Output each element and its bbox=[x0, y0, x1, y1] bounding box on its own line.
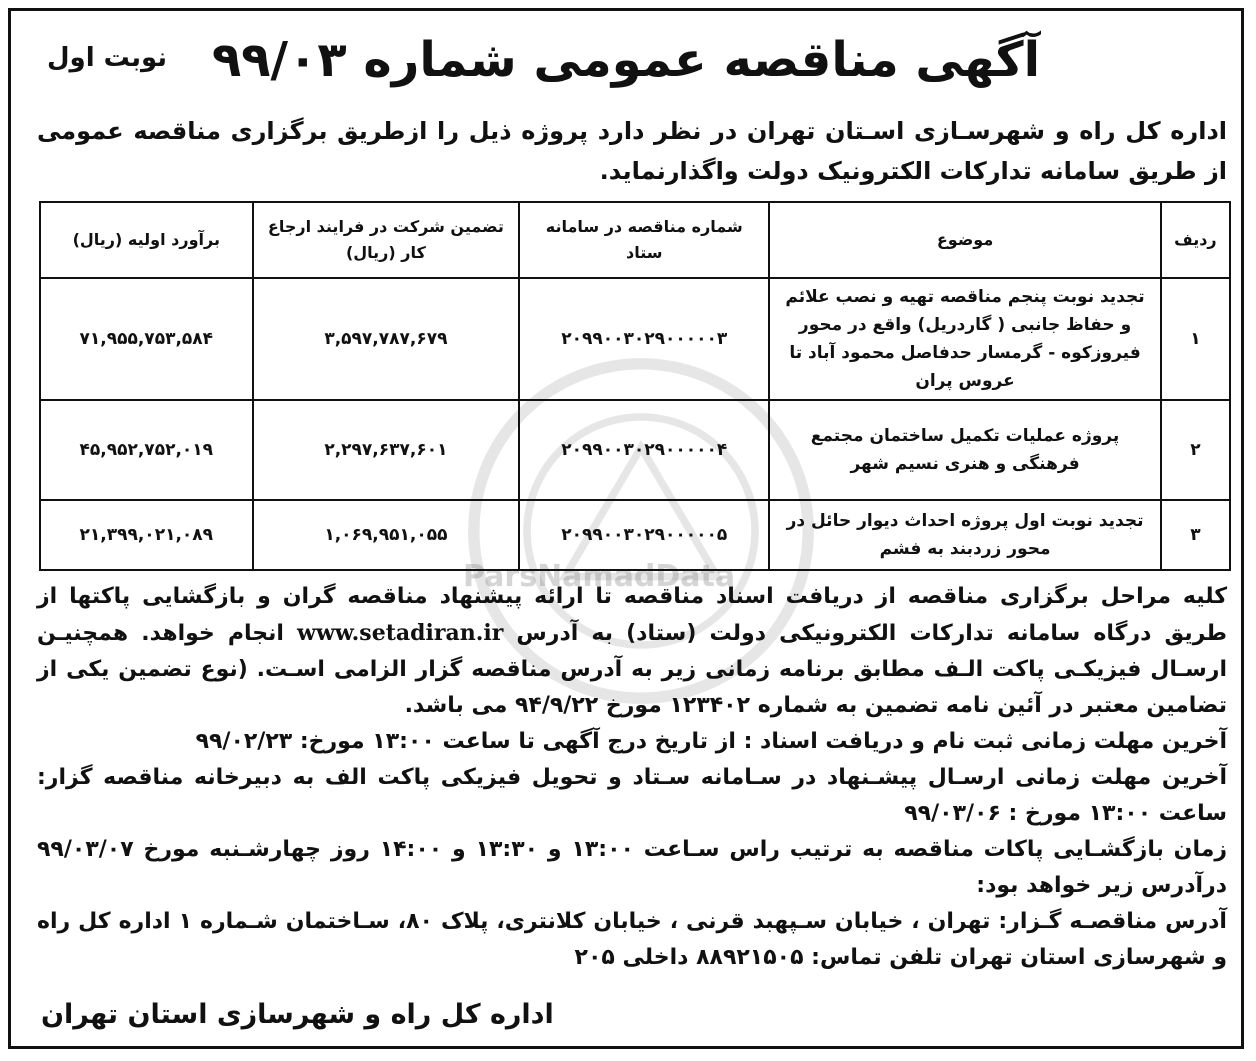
col-header-subject: موضوع bbox=[769, 202, 1161, 278]
cell-subject: تجدید نوبت پنجم مناقصه تهیه و نصب علائم و حفاظ جانبی ( گاردریل) واقع در محور فیروزکوه - گرمسار حدفاصل محمود آباد تا عروس پران bbox=[769, 278, 1161, 400]
cell-guarantee: ۳,۵۹۷,۷۸۷,۶۷۹ bbox=[253, 278, 520, 400]
procedure-text-a: کلیه مراحل برگزاری مناقصه از دریافت اسناد مناقصه تا ارائه پیشنهاد مناقصه گران و بازگشایی پاکتها از طریق درگاه سامانه تدارکات الکترونیکی دولت (ستاد) به آدرس bbox=[37, 584, 1227, 646]
tender-table bbox=[39, 201, 1231, 571]
table-row bbox=[40, 278, 1230, 400]
tenderer-address: آدرس مناقصـه گـزار: تهران ، خیابان سـپهبد قرنی ، خیابان کلانتری، پلاک ۸۰، سـاختمان شـماره ۱ اداره کل راه و شهرسازی استان تهران تلفن تماس: ۸۸۹۲۱۵۰۵ داخلی ۲۰۵ bbox=[37, 909, 1227, 970]
table-row bbox=[40, 400, 1230, 500]
issuer-signature: اداره کل راه و شهرسازی استان تهران bbox=[41, 999, 554, 1030]
cell-subject: پروژه عملیات تکمیل ساختمان مجتمع فرهنگی و هنری نسیم شهر bbox=[769, 400, 1161, 500]
cell-row: ۱ bbox=[1161, 278, 1230, 400]
intro-paragraph: اداره کل راه و شهرسـازی اسـتان تهران در نظر دارد پروژه ذیل را ازطریق برگزاری مناقصه عمومی از طریق سامانه تدارکات الکترونیک دولت واگذارنماید. bbox=[37, 117, 1227, 185]
col-header-tender-no: شماره مناقصه در سامانه ستاد bbox=[519, 202, 769, 278]
cell-tender-no: ۲۰۹۹۰۰۳۰۲۹۰۰۰۰۰۵ bbox=[519, 500, 769, 570]
notice-header bbox=[11, 29, 1241, 99]
col-header-estimate: برآورد اولیه (ریال) bbox=[40, 202, 253, 278]
registration-deadline: آخرین مهلت زمانی ثبت نام و دریافت اسناد : از تاریخ درج آگهی تا ساعت ۱۳:۰۰ مورخ: ۹۹/۰۲/۲۳ bbox=[195, 729, 1227, 754]
cell-estimate: ۴۵,۹۵۲,۷۵۲,۰۱۹ bbox=[40, 400, 253, 500]
notice-body bbox=[37, 579, 1227, 976]
setad-website-link[interactable]: www.setadiran.ir bbox=[297, 620, 504, 646]
notice-page bbox=[8, 8, 1244, 1049]
table-row bbox=[40, 500, 1230, 570]
opening-schedule: زمان بازگشـایی پاکات مناقصه به ترتیب راس سـاعت ۱۳:۰۰ و ۱۳:۳۰ و ۱۴:۰۰ روز چهارشـنبه مورخ ۹۹/۰۳/۰۷ درآدرس زیر خواهد بود: bbox=[37, 837, 1228, 898]
cell-guarantee: ۲,۲۹۷,۶۳۷,۶۰۱ bbox=[253, 400, 520, 500]
col-header-guarantee: تضمین شرکت در فرایند ارجاع کار (ریال) bbox=[253, 202, 520, 278]
procedure-paragraph bbox=[37, 579, 1227, 724]
cell-estimate: ۷۱,۹۵۵,۷۵۳,۵۸۴ bbox=[40, 278, 253, 400]
col-header-row: ردیف bbox=[1161, 202, 1230, 278]
publication-turn: نوبت اول bbox=[47, 43, 168, 73]
cell-estimate: ۲۱,۳۹۹,۰۲۱,۰۸۹ bbox=[40, 500, 253, 570]
cell-guarantee: ۱,۰۶۹,۹۵۱,۰۵۵ bbox=[253, 500, 520, 570]
cell-tender-no: ۲۰۹۹۰۰۳۰۲۹۰۰۰۰۰۴ bbox=[519, 400, 769, 500]
procedure-text-b: انجام خواهد. همچنیـن ارسـال فیزیکـی پاکت الـف مطابق برنامه زمانی زیر به آدرس مناقصه گزار الزامی اسـت. (نوع تضمین یکی از تضامین معتبر در آئین نامه تضمین به شماره ۱۲۳۴۰۲ مورخ ۹۴/۹/۲۲ می باشد. bbox=[37, 621, 1227, 718]
cell-row: ۳ bbox=[1161, 500, 1230, 570]
cell-subject: تجدید نوبت اول پروژه احداث دیوار حائل در محور زردبند به فشم bbox=[769, 500, 1161, 570]
notice-title: آگهی مناقصه عمومی شماره ۹۹/۰۳ bbox=[211, 32, 1041, 88]
watermark-text: ParsNamadData bbox=[463, 559, 736, 594]
cell-row: ۲ bbox=[1161, 400, 1230, 500]
submission-deadline: آخرین مهلت زمانی ارسـال پیشـنهاد در سـامانه سـتاد و تحویل فیزیکی پاکت الف به دبیرخانه مناقصه گزار: ساعت ۱۳:۰۰ مورخ : ۹۹/۰۳/۰۶ bbox=[37, 765, 1227, 826]
table-header-row bbox=[40, 202, 1230, 278]
cell-tender-no: ۲۰۹۹۰۰۳۰۲۹۰۰۰۰۰۳ bbox=[519, 278, 769, 400]
